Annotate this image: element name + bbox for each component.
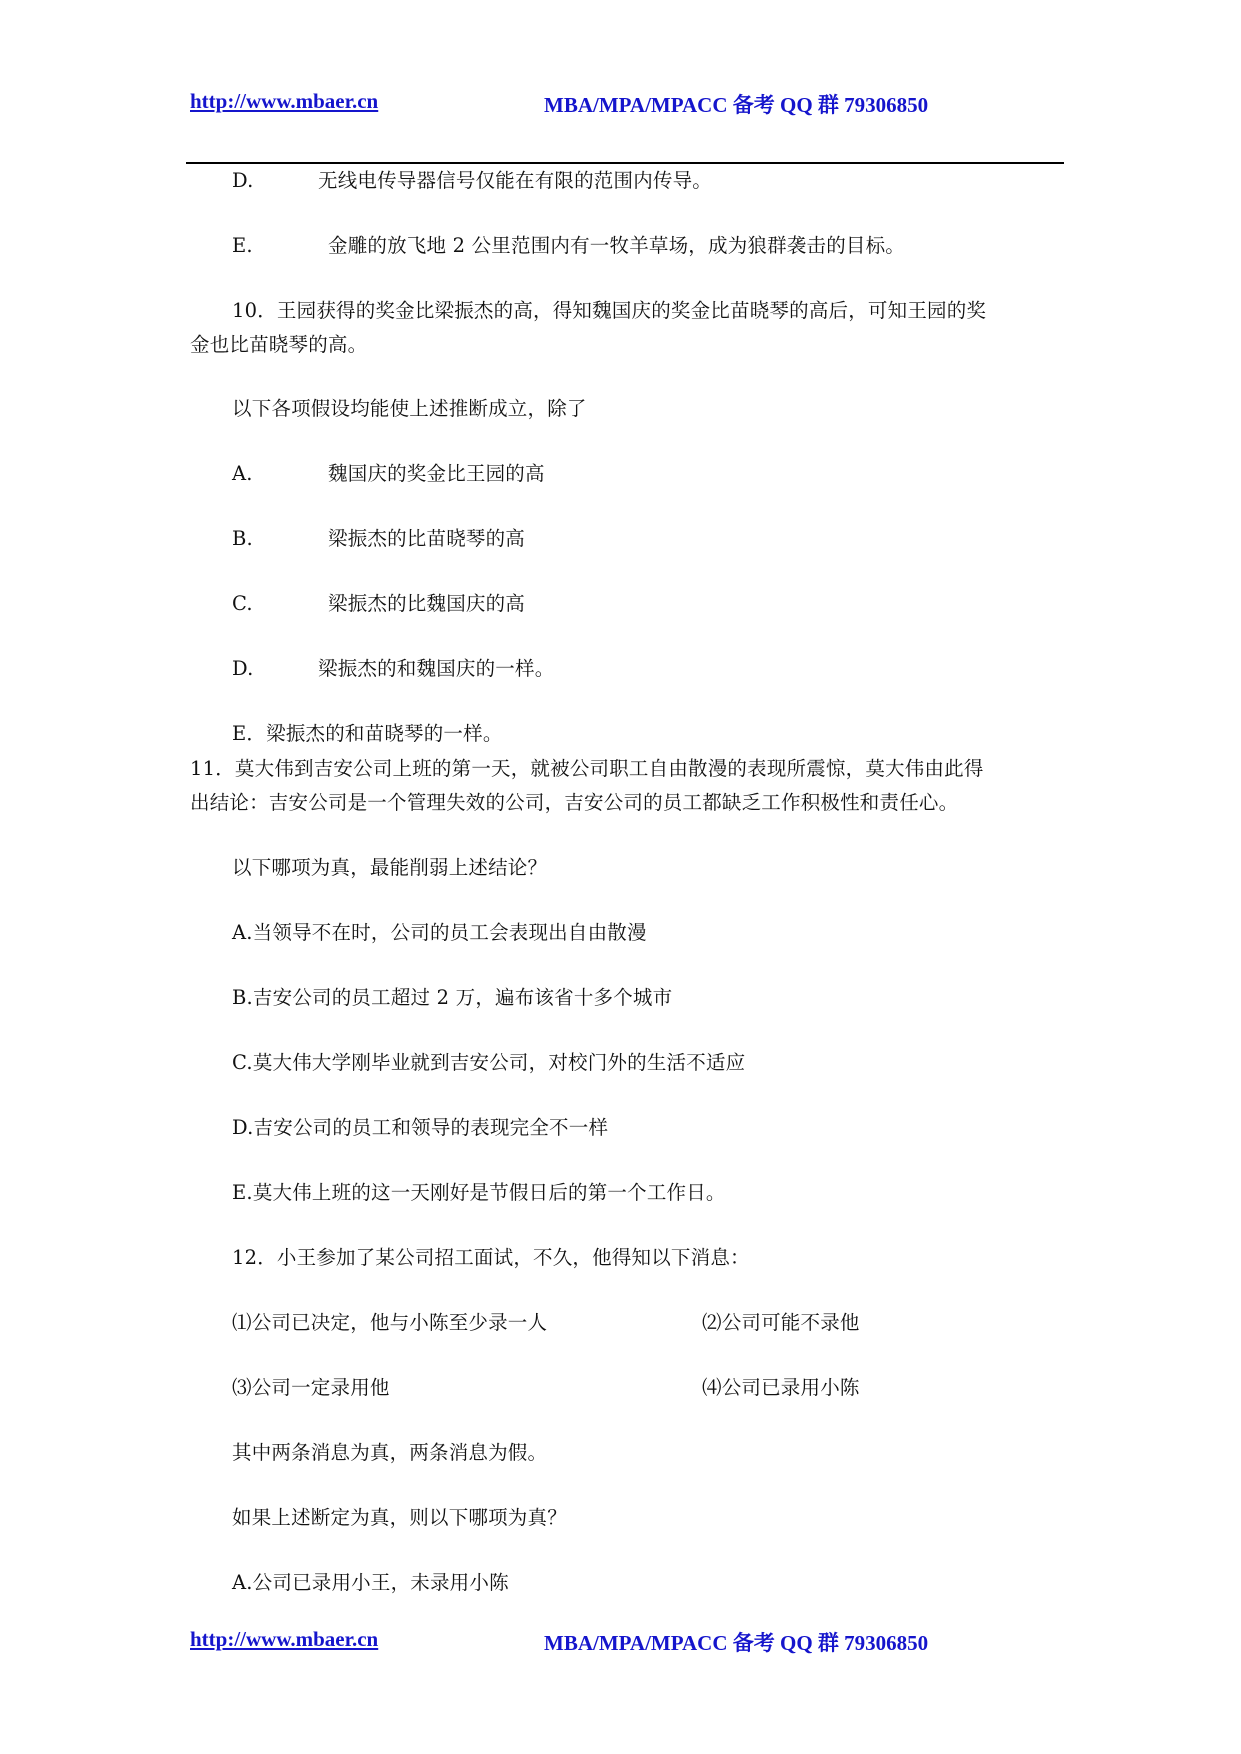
q12-message-1: ⑴公司已决定，他与小陈至少录一人 (232, 1311, 548, 1334)
q12-stem: 12．小王参加了某公司招工面试，不久，他得知以下消息： (232, 1246, 750, 1269)
option-label: A. (232, 462, 253, 485)
q9-option-d (232, 164, 712, 198)
q11-option-c: C.莫大伟大学刚毕业就到吉安公司，对校门外的生活不适应 (232, 1051, 746, 1074)
option-label: D. (232, 657, 254, 680)
option-text: 无线电传导器信号仅能在有限的范围内传导。 (318, 169, 713, 192)
q12-message-2: ⑵公司可能不录他 (702, 1311, 860, 1334)
q11-option-e: E.莫大伟上班的这一天刚好是节假日后的第一个工作日。 (232, 1181, 726, 1204)
option-text: 魏国庆的奖金比王园的高 (328, 462, 545, 485)
q12-message-3: ⑶公司一定录用他 (232, 1376, 390, 1399)
q10-option-c (232, 587, 525, 621)
q11-option-b: B.吉安公司的员工超过 2 万，遍布该省十多个城市 (232, 986, 673, 1009)
q11-question: 以下哪项为真，最能削弱上述结论？ (232, 856, 548, 879)
q10-option-b (232, 522, 525, 556)
q9-option-e (232, 229, 905, 263)
page-header (190, 89, 1060, 119)
q10-stem-continued: 金也比苗晓琴的高。 (190, 333, 368, 356)
q12-question: 如果上述断定为真，则以下哪项为真？ (232, 1506, 567, 1529)
header-site-link[interactable]: http://www.mbaer.cn (190, 89, 379, 113)
q10-option-d (232, 652, 554, 686)
q11-stem: 11．莫大伟到吉安公司上班的第一天，就被公司职工自由散漫的表现所震惊，莫大伟由此得 (190, 757, 984, 780)
q10-stem: 10．王园获得的奖金比梁振杰的高，得知魏国庆的奖金比苗晓琴的高后，可知王园的奖 (232, 299, 987, 322)
option-label: B. (232, 527, 253, 550)
q12-note: 其中两条消息为真，两条消息为假。 (232, 1441, 548, 1464)
page-footer (190, 1627, 1060, 1657)
q11-stem-continued: 出结论：吉安公司是一个管理失效的公司，吉安公司的员工都缺乏工作积极性和责任心。 (190, 791, 959, 814)
q10-option-a (232, 457, 545, 491)
footer-qq-group: MBA/MPA/MPACC 备考 QQ 群 79306850 (544, 1631, 929, 1655)
q12-option-a: A.公司已录用小王，未录用小陈 (232, 1571, 509, 1594)
option-text: 梁振杰的比苗晓琴的高 (328, 527, 526, 550)
header-qq-group: MBA/MPA/MPACC 备考 QQ 群 79306850 (544, 93, 929, 117)
q10-option-e: E．梁振杰的和苗晓琴的一样。 (232, 722, 503, 745)
q10-question: 以下各项假设均能使上述推断成立，除了 (232, 397, 587, 420)
q11-option-d: D.吉安公司的员工和领导的表现完全不一样 (232, 1116, 609, 1139)
option-text: 梁振杰的和魏国庆的一样。 (318, 657, 555, 680)
option-text: 梁振杰的比魏国庆的高 (328, 592, 526, 615)
q11-option-a: A.当领导不在时，公司的员工会表现出自由散漫 (232, 921, 647, 944)
footer-site-link[interactable]: http://www.mbaer.cn (190, 1627, 379, 1651)
q12-message-4: ⑷公司已录用小陈 (702, 1376, 860, 1399)
option-label: E. (232, 234, 253, 257)
option-text: 金雕的放飞地 2 公里范围内有一牧羊草场，成为狼群袭击的目标。 (328, 234, 906, 257)
option-label: C. (232, 592, 253, 615)
option-label: D. (232, 169, 254, 192)
